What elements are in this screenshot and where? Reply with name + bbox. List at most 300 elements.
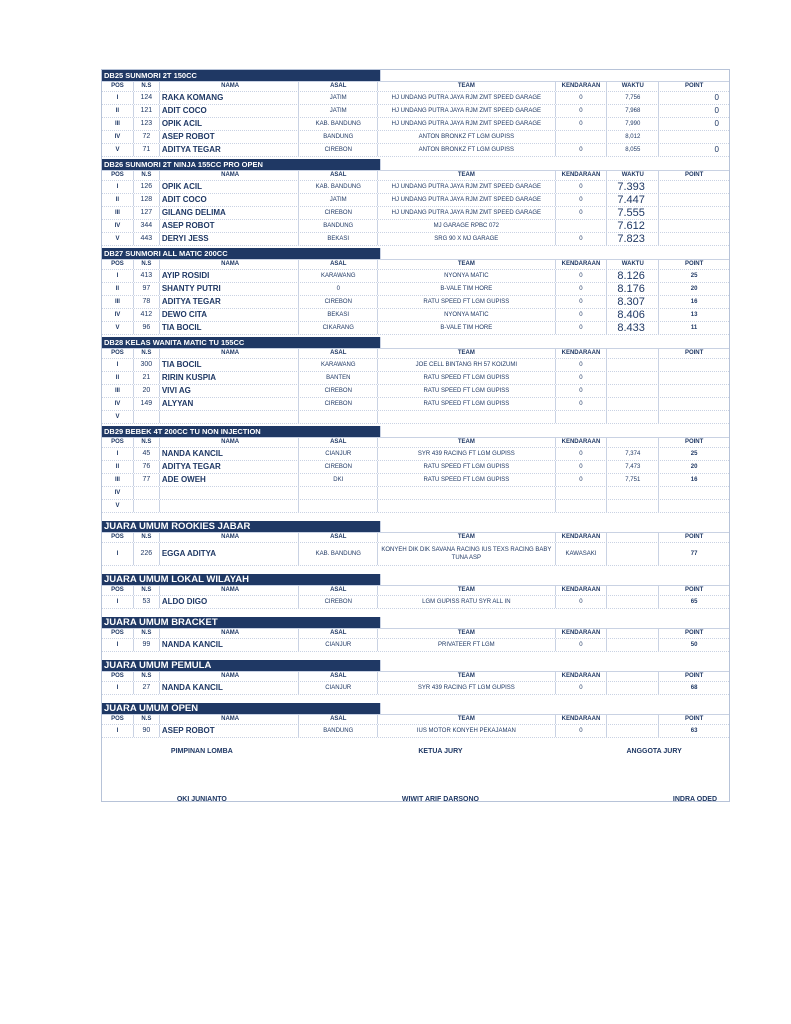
cell-team: ANTON BRONKZ FT LGM GUPISS [378,131,555,143]
column-header-pos: POS [102,629,134,638]
cell-waktu: 7.612 [607,220,659,232]
cell-asal: BANDUNG [299,725,378,737]
cell-pos: I [102,270,134,282]
cell-point [659,233,729,245]
cell-kend: 0 [556,322,608,334]
cell-point: 77 [690,551,698,557]
cell-pos: IV [102,220,134,232]
column-header-pos: POS [102,672,134,681]
column-header-pos: POS [102,260,134,269]
cell-nama: AYIP ROSIDI [160,270,300,282]
section-title: DB28 KELAS WANITA MATIC TU 155CC [102,337,380,348]
table-row [102,220,729,233]
cell-waktu: 7,968 [607,105,659,117]
cell-nama: NANDA KANCIL [160,639,300,651]
cell-point: 20 [690,286,698,292]
result-section [102,513,729,566]
column-header-kend: KENDARAAN [556,715,608,724]
cell-pos: II [102,283,134,295]
column-header-kend: KENDARAAN [556,349,608,358]
table-row [102,500,729,513]
section-title-filler [380,574,729,585]
cell-kend: 0 [556,372,608,384]
cell-asal [299,500,378,512]
cell-team: NYONYA MATIC [378,309,555,321]
cell-asal: CIREBON [299,461,378,473]
section-title-filler [380,521,729,532]
cell-waktu [607,543,659,565]
table-row [102,461,729,474]
column-header-pos: POS [102,586,134,595]
cell-team: RATU SPEED FT LGM GUPISS [378,461,555,473]
column-header-point: POINT [684,673,704,679]
column-header-ns: N.S [134,715,160,724]
cell-asal: KARAWANG [299,270,378,282]
column-header-team: TEAM [378,586,555,595]
cell-nama: SHANTY PUTRI [160,283,300,295]
table-row [102,639,729,652]
cell-nama [160,411,300,423]
cell-ns: 412 [134,309,160,321]
cell-pos: II [102,194,134,206]
cell-waktu: 7,374 [607,448,659,460]
cell-nama: EGGA ADITYA [160,543,300,565]
role-ketua: KETUA JURY [418,748,463,755]
cell-nama: GILANG DELIMA [160,207,300,219]
cell-kend: 0 [556,92,608,104]
cell-point: 16 [690,477,698,483]
result-section [102,335,729,424]
table-row [102,105,729,118]
table-row [102,682,729,695]
table-row [102,725,729,738]
cell-team: HJ UNDANG PUTRA JAYA RJM ZMT SPEED GARAGE [378,105,555,117]
cell-pos: I [102,92,134,104]
column-header-team: TEAM [378,533,555,542]
column-header-nama: NAMA [160,171,300,180]
cell-asal: KAB. BANDUNG [299,543,378,565]
cell-nama [160,487,300,499]
cell-pos: V [102,322,134,334]
cell-pos: I [102,181,134,193]
sections-container [102,70,729,738]
cell-asal: CIREBON [299,596,378,608]
cell-team: HJ UNDANG PUTRA JAYA RJM ZMT SPEED GARAGE [378,207,555,219]
cell-nama: ALYYAN [160,398,300,410]
cell-point [659,372,729,384]
cell-pos: IV [102,131,134,143]
cell-asal: DKI [299,474,378,486]
cell-asal: BEKASI [299,309,378,321]
cell-asal: CIREBON [299,385,378,397]
cell-waktu: 7.447 [607,194,659,206]
result-section [102,695,729,738]
cell-waktu: 8.307 [607,296,659,308]
cell-point: 50 [690,642,698,648]
cell-pos: I [102,359,134,371]
cell-nama: ADITYA TEGAR [160,461,300,473]
column-header-pos: POS [102,715,134,724]
column-header-asal: ASAL [299,586,378,595]
cell-asal [299,411,378,423]
column-header-waktu: WAKTU [607,171,659,180]
section-title-filler [380,617,729,628]
column-header-pos: POS [102,533,134,542]
cell-waktu [607,500,659,512]
table-row [102,118,729,131]
table-row [102,92,729,105]
cell-team: HJ UNDANG PUTRA JAYA RJM ZMT SPEED GARAGE [378,181,555,193]
cell-kend: 0 [556,639,608,651]
column-header-row [102,438,729,448]
cell-nama: NANDA KANCIL [160,448,300,460]
column-header-waktu [607,629,659,638]
cell-waktu [607,359,659,371]
name-pimpinan: OKI JUNIANTO [176,796,227,803]
table-row [102,596,729,609]
cell-asal: CIKARANG [299,322,378,334]
column-header-pos: POS [102,349,134,358]
cell-nama: ADIT COCO [160,194,300,206]
column-header-row [102,715,729,725]
column-header-ns: N.S [134,82,160,91]
result-section [102,566,729,609]
result-section [102,652,729,695]
result-section [102,246,729,335]
cell-pos: V [102,233,134,245]
column-header-kend: KENDARAAN [556,82,608,91]
cell-waktu: 8,055 [607,144,659,156]
cell-ns: 71 [134,144,160,156]
column-header-kend: KENDARAAN [556,672,608,681]
cell-team: HJ UNDANG PUTRA JAYA RJM ZMT SPEED GARAGE [378,118,555,130]
name-anggota: INDRA ODED [672,796,717,803]
cell-kend [556,411,608,423]
cell-ns: 443 [134,233,160,245]
cell-ns: 90 [134,725,160,737]
cell-kend: 0 [556,474,608,486]
cell-asal: CIANJUR [299,448,378,460]
result-section [102,70,729,157]
column-header-pos: POS [102,438,134,447]
cell-kend: 0 [556,359,608,371]
cell-ns: 124 [134,92,160,104]
cell-team: SYR 439 RACING FT LGM GUPISS [378,682,555,694]
cell-waktu [607,411,659,423]
cell-waktu [607,682,659,694]
cell-point [659,411,729,423]
cell-waktu: 8.433 [607,322,659,334]
cell-kend [556,500,608,512]
cell-point: 0 [714,93,719,102]
name-ketua: WIWIT ARIF DARSONO [401,796,479,803]
column-header-point: POINT [684,716,704,722]
section-title: DB26 SUNMORI 2T NINJA 155CC PRO OPEN [102,159,380,170]
table-row [102,543,729,566]
cell-waktu: 8,012 [607,131,659,143]
section-title: JUARA UMUM OPEN [102,703,380,714]
cell-team: KONYEH DIK DIK SAVANA RACING IUS TEXS RACING BABY TUNA ASP [378,543,555,565]
column-header-asal: ASAL [299,438,378,447]
column-header-nama: NAMA [160,82,300,91]
column-header-waktu [607,715,659,724]
cell-team: B-VALE TIM HORE [378,322,555,334]
column-header-waktu [607,533,659,542]
section-title: DB29 BEBEK 4T 200CC TU NON INJECTION [102,426,380,437]
cell-waktu: 7,990 [607,118,659,130]
cell-team: RATU SPEED FT LGM GUPISS [378,296,555,308]
cell-team: RATU SPEED FT LGM GUPISS [378,474,555,486]
section-title: DB27 SUNMORI ALL MATIC 200CC [102,248,380,259]
cell-pos: IV [102,398,134,410]
cell-ns: 27 [134,682,160,694]
column-header-asal: ASAL [299,171,378,180]
column-header-row [102,672,729,682]
cell-point [659,194,729,206]
column-header-point: POINT [684,534,704,540]
cell-ns: 97 [134,283,160,295]
cell-pos: II [102,372,134,384]
section-title: JUARA UMUM PEMULA [102,660,380,671]
cell-point: 65 [690,599,698,605]
cell-point: 0 [714,119,719,128]
cell-pos: V [102,144,134,156]
table-row [102,398,729,411]
cell-point [659,131,729,143]
cell-asal: KAB. BANDUNG [299,118,378,130]
cell-team: ANTON BRONKZ FT LGM GUPISS [378,144,555,156]
column-header-team: TEAM [378,438,555,447]
column-header-waktu [607,586,659,595]
cell-point: 20 [690,464,698,470]
table-row [102,385,729,398]
column-header-waktu: WAKTU [607,260,659,269]
cell-kend: 0 [556,296,608,308]
table-row [102,411,729,424]
column-header-row [102,533,729,543]
cell-kend: 0 [556,144,608,156]
column-header-point: POINT [684,350,704,356]
result-section [102,609,729,652]
cell-nama: DEWO CITA [160,309,300,321]
column-header-team: TEAM [378,715,555,724]
column-header-asal: ASAL [299,715,378,724]
cell-kend: 0 [556,194,608,206]
cell-pos: II [102,461,134,473]
cell-point: 25 [690,273,698,279]
section-title-filler [380,660,729,671]
cell-asal: JATIM [299,92,378,104]
cell-kend: 0 [556,596,608,608]
cell-point [659,500,729,512]
cell-kend: 0 [556,181,608,193]
column-header-nama: NAMA [160,438,300,447]
column-header-kend: KENDARAAN [556,586,608,595]
cell-asal: BANDUNG [299,131,378,143]
cell-asal: KAB. BANDUNG [299,181,378,193]
cell-nama: ASEP ROBOT [160,725,300,737]
column-header-asal: ASAL [299,672,378,681]
column-header-row [102,260,729,270]
cell-ns: 149 [134,398,160,410]
section-title: JUARA UMUM ROOKIES JABAR [102,521,380,532]
signature-roles [102,746,729,758]
cell-nama: ADITYA TEGAR [160,296,300,308]
cell-kend: 0 [556,118,608,130]
column-header-point: POINT [684,630,704,636]
cell-kend: 0 [556,448,608,460]
cell-waktu [607,725,659,737]
cell-asal: CIREBON [299,207,378,219]
cell-pos: IV [102,487,134,499]
cell-pos: I [102,543,134,565]
cell-kend: 0 [556,398,608,410]
cell-ns: 123 [134,118,160,130]
table-row [102,194,729,207]
cell-pos: III [102,207,134,219]
cell-team: IUS MOTOR KONYEH PEKAJAMAN [378,725,555,737]
cell-asal: BANDUNG [299,220,378,232]
cell-pos: I [102,725,134,737]
cell-team [378,500,555,512]
cell-asal: CIREBON [299,144,378,156]
column-header-asal: ASAL [299,349,378,358]
section-title: DB25 SUNMORI 2T 150CC [102,70,380,81]
column-header-nama: NAMA [160,715,300,724]
column-header-nama: NAMA [160,260,300,269]
table-row [102,372,729,385]
cell-asal: CIANJUR [299,639,378,651]
cell-kend [556,487,608,499]
cell-waktu [607,385,659,397]
cell-nama: RAKA KOMANG [160,92,300,104]
cell-nama: ADITYA TEGAR [160,144,300,156]
cell-team: SRG 90 X MJ GARAGE [378,233,555,245]
cell-ns [134,487,160,499]
column-header-ns: N.S [134,586,160,595]
cell-point: 25 [690,451,698,457]
cell-kend: 0 [556,207,608,219]
cell-team: SYR 439 RACING FT LGM GUPISS [378,448,555,460]
cell-point: 13 [690,312,698,318]
column-header-ns: N.S [134,260,160,269]
cell-point [659,359,729,371]
cell-pos: I [102,682,134,694]
cell-team: RATU SPEED FT LGM GUPISS [378,398,555,410]
column-header-kend: KENDARAAN [556,171,608,180]
cell-waktu [607,372,659,384]
cell-ns: 126 [134,181,160,193]
cell-point [659,385,729,397]
table-row [102,144,729,157]
column-header-point: POINT [684,439,704,445]
section-title: JUARA UMUM LOKAL WILAYAH [102,574,380,585]
column-header-point: POINT [684,83,704,89]
column-header-waktu [607,349,659,358]
cell-asal: JATIM [299,105,378,117]
cell-nama: ASEP ROBOT [160,220,300,232]
cell-team: HJ UNDANG PUTRA JAYA RJM ZMT SPEED GARAGE [378,92,555,104]
section-title-filler [380,337,729,348]
cell-team: HJ UNDANG PUTRA JAYA RJM ZMT SPEED GARAGE [378,194,555,206]
cell-point [659,487,729,499]
column-header-waktu [607,438,659,447]
cell-waktu: 7.555 [607,207,659,219]
cell-nama [160,500,300,512]
result-section [102,424,729,513]
cell-pos: II [102,105,134,117]
cell-waktu: 8.406 [607,309,659,321]
cell-pos: IV [102,309,134,321]
cell-ns: 72 [134,131,160,143]
cell-nama: ALDO DIGO [160,596,300,608]
cell-ns: 76 [134,461,160,473]
cell-kend: 0 [556,385,608,397]
column-header-kend: KENDARAAN [556,629,608,638]
results-sheet [101,69,730,802]
cell-ns: 77 [134,474,160,486]
table-row [102,207,729,220]
cell-nama: RIRIN KUSPIA [160,372,300,384]
section-title-filler [380,70,729,81]
column-header-waktu [607,672,659,681]
column-header-pos: POS [102,82,134,91]
column-header-row [102,171,729,181]
cell-pos: V [102,500,134,512]
table-row [102,270,729,283]
cell-team: JOE CELL BINTANG RH 57 KOIZUMI [378,359,555,371]
cell-asal: JATIM [299,194,378,206]
table-row [102,322,729,335]
cell-ns: 78 [134,296,160,308]
cell-pos: I [102,596,134,608]
column-header-row [102,629,729,639]
column-header-team: TEAM [378,82,555,91]
section-title: JUARA UMUM BRACKET [102,617,380,628]
role-pimpinan: PIMPINAN LOMBA [170,748,233,755]
column-header-nama: NAMA [160,672,300,681]
table-row [102,359,729,372]
cell-team [378,487,555,499]
section-title-filler [380,426,729,437]
cell-asal: BEKASI [299,233,378,245]
cell-team: PRIVATEER FT LGM [378,639,555,651]
cell-waktu: 7.823 [607,233,659,245]
table-row [102,131,729,144]
cell-point [659,207,729,219]
cell-ns: 300 [134,359,160,371]
column-header-kend: KENDARAAN [556,260,608,269]
cell-team [378,411,555,423]
column-header-nama: NAMA [160,349,300,358]
cell-pos: III [102,385,134,397]
column-header-asal: ASAL [299,82,378,91]
cell-pos: I [102,639,134,651]
cell-nama: VIVI AG [160,385,300,397]
table-row [102,296,729,309]
result-section [102,157,729,246]
cell-kend: 0 [556,233,608,245]
cell-asal: CIREBON [299,398,378,410]
column-header-ns: N.S [134,533,160,542]
table-row [102,474,729,487]
cell-asal: CIREBON [299,296,378,308]
column-header-ns: N.S [134,438,160,447]
column-header-kend: KENDARAAN [556,438,608,447]
column-header-asal: ASAL [299,260,378,269]
table-row [102,309,729,322]
cell-ns: 20 [134,385,160,397]
